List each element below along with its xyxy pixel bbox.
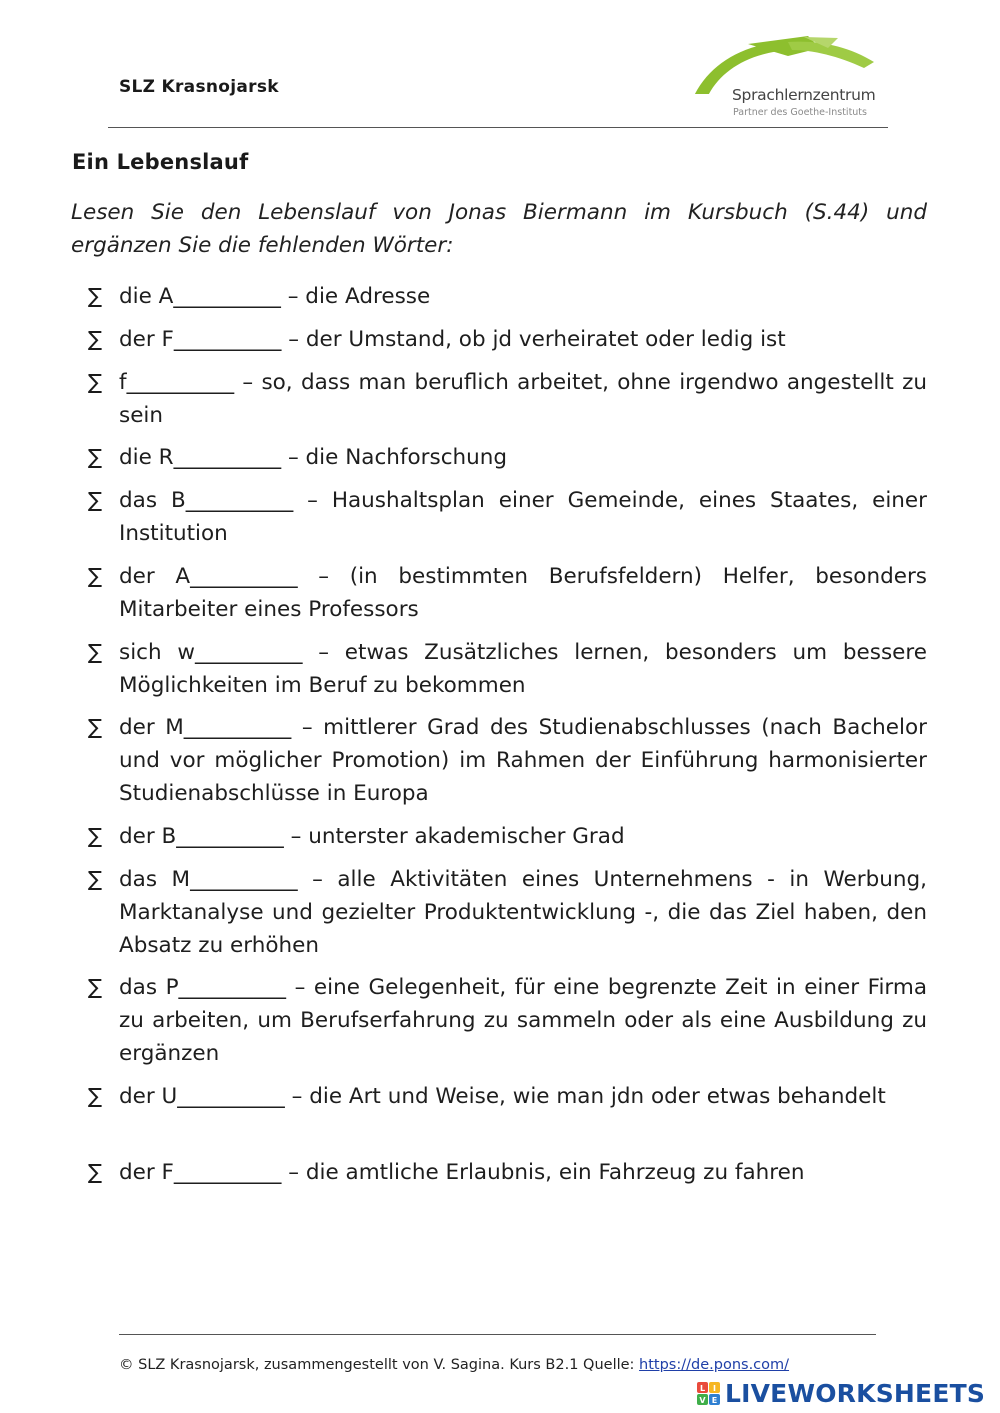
item-text: das P__________ – eine Gelegenheit, für eine begrenzte Zeit in einer Firma zu arbeiten, um Berufserfahrung zu sammeln oder als eine Ausbildung zu ergänzen [119, 975, 927, 1066]
sigma-bullet-icon: ∑ [88, 564, 103, 588]
logo-swoosh-icon [688, 34, 888, 94]
item-text: sich w__________ – etwas Zusätzliches lernen, besonders um bessere Möglichkeiten im Beruf zu bekommen [119, 640, 927, 698]
sigma-bullet-icon: ∑ [88, 975, 103, 999]
footer-credit [119, 1357, 789, 1373]
sigma-bullet-icon: ∑ [88, 867, 103, 891]
sigma-bullet-icon: ∑ [88, 1084, 103, 1108]
sigma-bullet-icon: ∑ [88, 640, 103, 664]
footer-credit-text: © SLZ Krasnojarsk, zusammengestellt von V. Sagina. Kurs B2.1 Quelle: [119, 1357, 640, 1373]
item-text: der F__________ – die amtliche Erlaubnis, ein Fahrzeug zu fahren [119, 1160, 805, 1185]
logo-subtitle: Partner des Goethe-Instituts [733, 107, 867, 118]
header-divider [108, 127, 888, 128]
item-text: das B__________ – Haushaltsplan einer Gemeinde, eines Staates, einer Institution [119, 488, 927, 546]
badge-letter-l: L [699, 1384, 706, 1393]
item-text: f__________ – so, dass man beruflich arbeitet, ohne irgendwo angestellt zu sein [119, 370, 927, 428]
sigma-bullet-icon: ∑ [88, 715, 103, 739]
liveworksheets-text: LIVEWORKSHEETS [725, 1379, 986, 1408]
sigma-bullet-icon: ∑ [88, 488, 103, 512]
sigma-bullet-icon: ∑ [88, 284, 103, 308]
item-text: der M__________ – mittlerer Grad des Studienabschlusses (nach Bachelor und vor möglicher Promotion) im Rahmen der Einführung harmonisierter Studienabschlüsse in Europa [119, 715, 927, 806]
badge-letter-v: V [699, 1396, 706, 1405]
sigma-bullet-icon: ∑ [88, 824, 103, 848]
sigma-bullet-icon: ∑ [88, 445, 103, 469]
sprachlernzentrum-logo [688, 34, 888, 122]
sigma-bullet-icon: ∑ [88, 327, 103, 351]
badge-letter-e: E [711, 1396, 718, 1405]
item-text: die A__________ – die Adresse [119, 284, 431, 309]
item-text: die R__________ – die Nachforschung [119, 445, 508, 470]
item-text: der U__________ – die Art und Weise, wie man jdn oder etwas behandelt [119, 1084, 886, 1109]
instructions: Lesen Sie den Lebenslauf von Jonas Biermann im Kursbuch (S.44) und ergänzen Sie die fehlenden Wörter: [71, 200, 927, 258]
item-text: der B__________ – unterster akademischer Grad [119, 824, 625, 849]
item-text: der F__________ – der Umstand, ob jd verheiratet oder ledig ist [119, 327, 786, 352]
logo-name: Sprachlernzentrum [732, 86, 876, 104]
footer-divider [119, 1334, 876, 1335]
liveworksheets-badge-icon [697, 1382, 721, 1406]
liveworksheets-watermark [697, 1380, 997, 1408]
badge-letter-i: I [713, 1384, 716, 1393]
item-text: das M__________ – alle Aktivitäten eines Unternehmens - in Werbung, Marktanalyse und gezielter Produktentwicklung -, die das Ziel haben, den Absatz zu erhöhen [119, 867, 927, 958]
item-text: der A__________ – (in bestimmten Berufsfeldern) Helfer, besonders Mitarbeiter eines Professors [119, 564, 927, 622]
sigma-bullet-icon: ∑ [88, 1160, 103, 1184]
page-title: Ein Lebenslauf [72, 150, 249, 174]
sigma-bullet-icon: ∑ [88, 370, 103, 394]
header-org: SLZ Krasnojarsk [119, 77, 279, 97]
source-link[interactable]: https://de.pons.com/ [639, 1357, 790, 1373]
